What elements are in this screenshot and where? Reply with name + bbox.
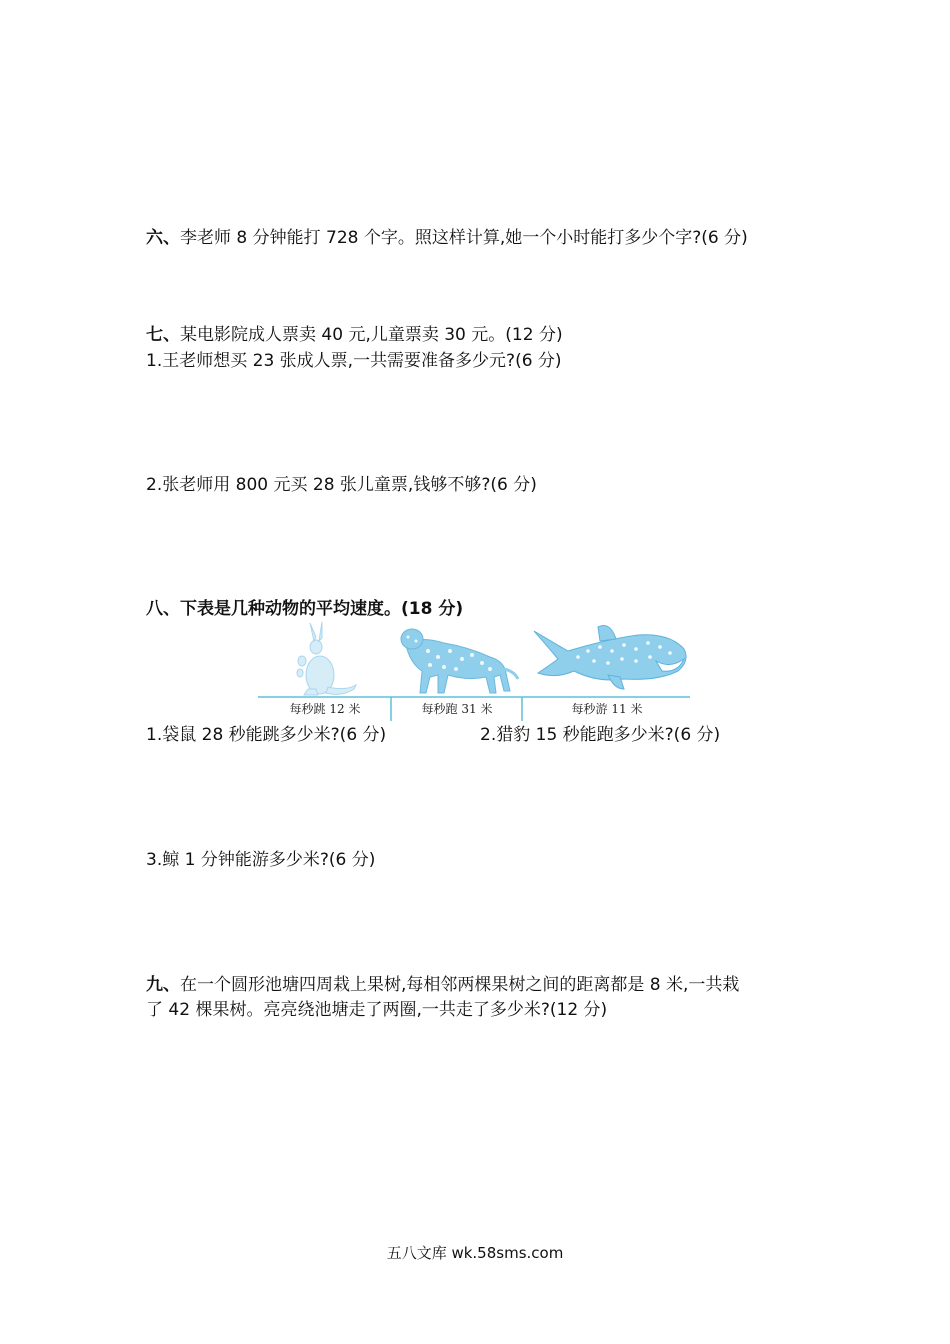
question-9-line-2: 了 42 棵果树。亮亮绕池塘走了两圈,一共走了多少米?(12 分) <box>146 1000 608 1020</box>
question-7-sub-1: 1.王老师想买 23 张成人票,一共需要准备多少元?(6 分) <box>146 351 562 371</box>
question-7 <box>146 323 563 347</box>
animal-speed-figure <box>258 617 692 723</box>
question-8-label: 八、 <box>146 599 180 619</box>
question-9-line-1: 在一个圆形池塘四周栽上果树,每相邻两棵果树之间的距离都是 8 米,一共栽 <box>180 975 740 995</box>
whale-shark-icon <box>534 626 686 690</box>
question-7-label: 七、 <box>146 325 180 345</box>
question-9-label: 九、 <box>146 975 180 995</box>
question-6 <box>146 226 748 250</box>
question-8-sub-1: 1.袋鼠 28 秒能跳多少米?(6 分) <box>146 725 387 745</box>
question-7-text: 某电影院成人票卖 40 元,儿童票卖 30 元。(12 分) <box>180 325 563 345</box>
footer-watermark: 五八文库 wk.58sms.com <box>386 1244 564 1262</box>
whale-speed-caption: 每秒游 11 米 <box>571 702 643 716</box>
question-8-text: 下表是几种动物的平均速度。(18 分) <box>180 599 464 619</box>
question-6-label: 六、 <box>146 228 180 248</box>
kangaroo-speed-caption: 每秒跳 12 米 <box>289 702 361 716</box>
kangaroo-icon <box>297 622 356 695</box>
question-6-text: 李老师 8 分钟能打 728 个字。照这样计算,她一个小时能打多少个字?(6 分) <box>180 228 748 248</box>
question-8-sub-3: 3.鲸 1 分钟能游多少米?(6 分) <box>146 850 376 870</box>
question-8-sub-2: 2.猎豹 15 秒能跑多少米?(6 分) <box>480 725 721 745</box>
leopard-icon <box>401 629 518 693</box>
leopard-speed-caption: 每秒跑 31 米 <box>421 702 493 716</box>
question-7-sub-2: 2.张老师用 800 元买 28 张儿童票,钱够不够?(6 分) <box>146 475 537 495</box>
question-9 <box>146 973 739 997</box>
